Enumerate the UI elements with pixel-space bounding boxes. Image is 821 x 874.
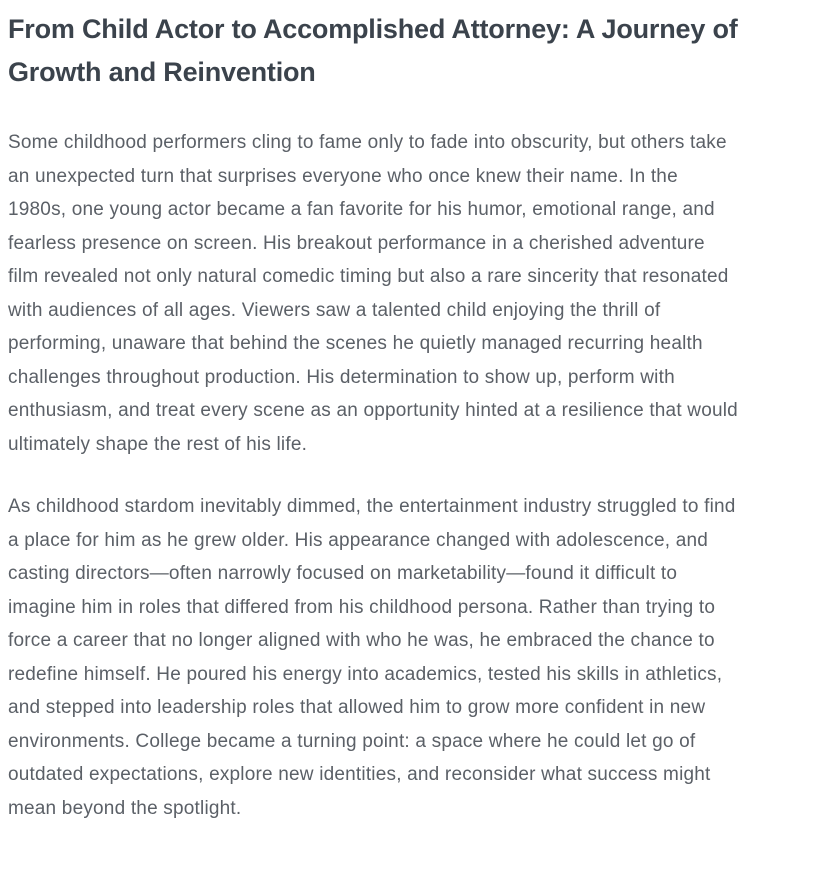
- article-paragraph-2: As childhood stardom inevitably dimmed, the entertainment industry struggled to find a place for him as he grew older. His appearance changed with adolescence, and casting directors—often narrowly focused on marketability—found it difficult to imagine him in roles that differed from his childhood persona. Rather than trying to force a career that no longer aligned with who he was, he embraced the chance to redefine himself. He poured his energy into academics, tested his skills in athletics, and stepped into leadership roles that allowed him to grow more confident in new environments. College became a turning point: a space where he could let go of outdated expectations, explore new identities, and reconsider what success might mean beyond the spotlight.: [8, 496, 736, 819]
- article-paragraph-1: Some childhood performers cling to fame only to fade into obscurity, but others take an unexpected turn that surprises everyone who once knew their name. In the 1980s, one young actor became a fan favorite for his humor, emotional range, and fearless presence on screen. His breakout performance in a cherished adventure film revealed not only natural comedic timing but also a rare sincerity that resonated with audiences of all ages. Viewers saw a talented child enjoying the thrill of performing, unaware that behind the scenes he quietly managed recurring health challenges throughout production. His determination to show up, perform with enthusiasm, and treat every scene as an opportunity hinted at a resilience that would ultimately shape the rest of his life.: [8, 132, 738, 455]
- article-title: From Child Actor to Accomplished Attorney: A Journey of Growth and Reinvention: [8, 14, 738, 87]
